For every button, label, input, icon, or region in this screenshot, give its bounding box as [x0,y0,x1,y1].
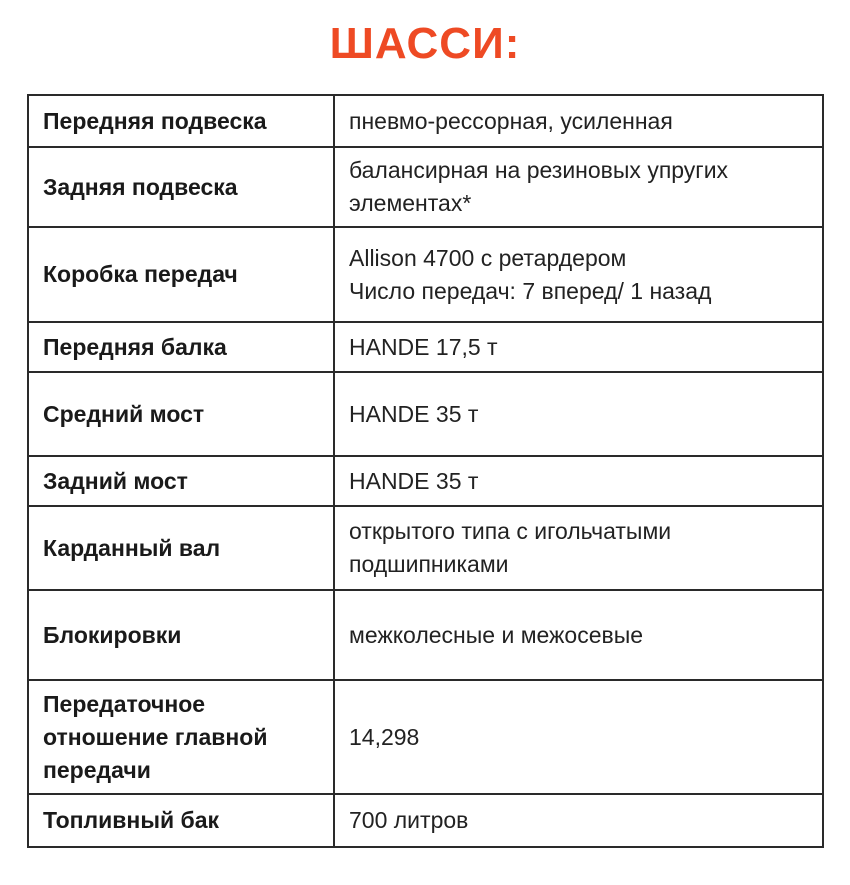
table-row [28,456,823,506]
table-row [28,147,823,227]
spec-label-line: Задний мост [43,467,188,494]
spec-value [334,590,823,680]
spec-value-line: межколесные и межосевые [349,621,644,648]
table-row [28,322,823,372]
table-row [28,227,823,322]
spec-value-line: балансирная на резиновых упругих [349,157,729,183]
spec-value-line: HANDE 17,5 т [349,333,498,360]
spec-value-line: Число передач: 7 вперед/ 1 назад [349,277,712,304]
spec-value [334,680,823,794]
spec-label-line: передачи [43,756,151,783]
table-row [28,372,823,456]
spec-label [28,322,334,372]
spec-label-line: Задняя подвеска [43,173,238,200]
spec-label-line: Средний мост [43,400,205,427]
spec-label-line: Коробка передач [43,261,238,287]
spec-label-line: Передняя балка [43,333,227,360]
spec-value [334,322,823,372]
spec-value-line: HANDE 35 т [349,467,479,494]
spec-value-line: открытого типа с игольчатыми [349,518,672,544]
page-title: ШАССИ: [329,19,521,68]
spec-label-line: Блокировки [43,621,182,648]
table-row [28,506,823,590]
spec-value-line: 14,298 [349,723,420,750]
table-row [28,95,823,147]
table-row [28,680,823,794]
spec-value [334,372,823,456]
spec-value-line: 700 литров [349,807,469,833]
table-row [28,590,823,680]
spec-label [28,590,334,680]
spec-label [28,456,334,506]
spec-label-line: Топливный бак [43,807,220,833]
spec-label [28,372,334,456]
spec-value-line: пневмо-рессорная, усиленная [349,107,673,134]
spec-label [28,506,334,590]
spec-value-line: подшипниками [349,551,509,577]
spec-value-line: HANDE 35 т [349,400,479,427]
spec-value [334,506,823,590]
spec-label [28,680,334,794]
spec-value-line: элементах* [349,190,472,216]
chassis-spec-table [27,94,824,848]
spec-value [334,456,823,506]
spec-label-line: Передаточное [43,690,206,717]
spec-label [28,794,334,847]
spec-value [334,95,823,147]
spec-label [28,227,334,322]
spec-label-line: отношение главной [43,723,268,750]
table-row [28,794,823,847]
spec-value [334,227,823,322]
spec-label [28,95,334,147]
spec-label-line: Карданный вал [43,534,221,561]
spec-label-line: Передняя подвеска [43,107,267,134]
spec-value [334,794,823,847]
spec-label [28,147,334,227]
spec-value [334,147,823,227]
spec-value-line: Allison 4700 с ретардером [349,244,627,271]
